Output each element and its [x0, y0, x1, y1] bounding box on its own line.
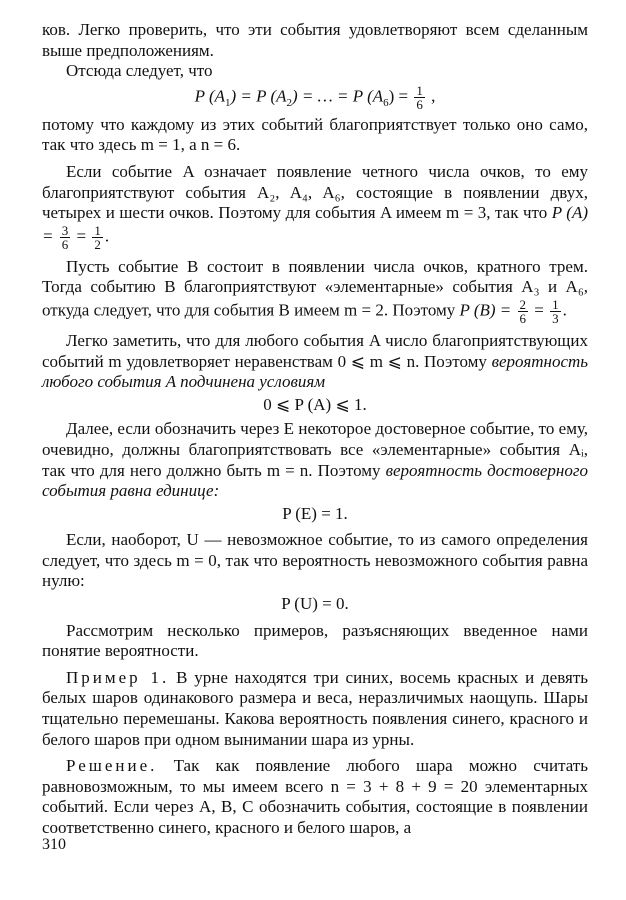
paragraph-8: Если, наоборот, U — невозможное событие, то из самого определения следует, что здесь m = 0, так что вероятность невозможного события равна нулю: — [42, 530, 588, 591]
paragraph-1: ков. Легко проверить, что эти события удовлетворяют всем сделанным выше предположениям. — [42, 20, 588, 60]
formula-impossible-event: P (U) = 0. — [281, 594, 349, 614]
paragraph-6: Легко заметить, что для любого события A число благоприятствующих событий m удовлетворяет неравенствам 0 ⩽ m ⩽ n. Поэтому вероятность любого события A подчинена условиям — [42, 330, 588, 392]
paragraph-7: Далее, если обозначить через E некоторое достоверное событие, то ему, очевидно, должны благоприятствовать все «элементарные» события Aᵢ, так что для него должно быть m = n. Поэтому вероятность достоверного события равна единице: — [42, 419, 588, 501]
example-1: Пример 1. В урне находятся три синих, восемь красных и девять белых шаров одинакового размера и веса, неразличимых наощупь. Шары тщательно перемешаны. Какова вероятность появления синего, красного и белого шаров при одном вынимании шара из урны. — [42, 667, 588, 749]
solution-label: Решение. — [66, 756, 158, 776]
formula-equal-probabilities: P $(A_1) = P$ $(A_2)$ = … = P $(A_6)$ = $\frac{1}{6}$ , — [194, 82, 436, 112]
formula-probability-bounds: 0 ⩽ P (A) ⩽ 1. — [263, 394, 367, 414]
fraction-one-sixth: $\frac{1}{6}$ — [416, 82, 423, 112]
example-label: Пример 1. — [66, 667, 170, 687]
paragraph-5: Пусть событие B состоит в появлении числа очков, кратного трем. Тогда событию B благоприятствуют «элементарные» события A₃ и A₆, откуда следует, что для события B имеем m = 2. Поэтому P (B) = $\frac{2}{6}$ = $\frac{1}{3}$ . — [42, 256, 588, 326]
page-number: 310 — [42, 836, 66, 853]
paragraph-3: потому что каждому из этих событий благоприятствует только оно само, так что здесь m = 1, а n = 6. — [42, 114, 588, 155]
solution-1: Решение. Так как появление любого шара можно считать равновозможным, то мы имеем всего n = 3 + 8 + 9 = 20 элементарных событий. Если через A, B, C обозначить события, состоящие в появлении соответственно синего, красного и белого шаров, а — [42, 756, 588, 837]
paragraph-2: Отсюда следует, что — [66, 61, 213, 81]
formula-certain-event: P (E) = 1. — [282, 503, 348, 523]
paragraph-4: Если событие A означает появление четного числа очков, то ему благоприятствуют события A₂, A₄, A₆, состоящие в появлении двух, четырех и шести очков. Поэтому для события A имеем m = 3, так что P (A) = $\frac{3}{6}$ = $\frac{1}{2}$ . — [42, 161, 589, 252]
page-body — [42, 20, 588, 839]
paragraph-9: Рассмотрим несколько примеров, разъясняющих введенное нами понятие вероятности. — [42, 620, 588, 661]
